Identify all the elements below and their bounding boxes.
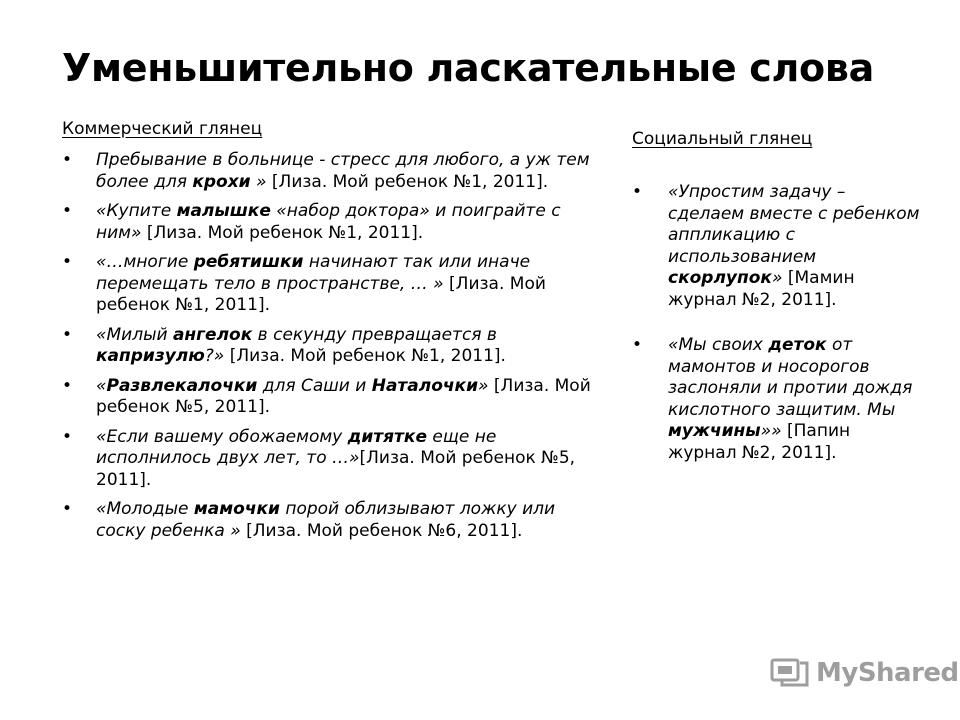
quote-text: » <box>250 171 272 192</box>
diminutive-word: малышке <box>176 201 271 221</box>
source-reference: [Папин журнал №2, 2011]. <box>668 421 851 463</box>
quote-text: для Саши и <box>257 375 372 396</box>
diminutive-word: ребятишки <box>193 252 304 272</box>
diminutive-word: капризулю <box>96 346 205 366</box>
list-item <box>62 376 602 419</box>
list-item <box>62 150 602 193</box>
slide-title: Уменьшительно ласкательные слова <box>62 46 874 90</box>
source-reference: [Лиза. Мой ребенок №1, 2011]. <box>146 222 424 243</box>
commercial-examples-list <box>62 150 602 542</box>
social-examples-list <box>632 182 922 464</box>
watermark-logo <box>770 655 959 691</box>
quote-text: «Мы своих <box>668 335 769 355</box>
diminutive-word: дитятке <box>347 426 427 447</box>
quote-text: « <box>96 375 107 396</box>
quote-text: » <box>478 375 494 396</box>
diminutive-word: Наталочки <box>371 375 478 396</box>
quote-text: «Купите <box>96 201 177 221</box>
quote-text: «набор доктора» и поиграйте с ним» <box>96 201 561 243</box>
source-reference: [Лиза. Мой ребенок №5, 2011]. <box>96 375 591 417</box>
diminutive-word: мужчины <box>668 421 761 441</box>
diminutive-word: деток <box>768 335 827 355</box>
source-reference: [Лиза. Мой ребенок №1, 2011]. <box>271 171 549 192</box>
quote-text: порой облизывают ложку или соску ребенка » <box>96 499 556 541</box>
quote-text: «Молодые <box>96 499 194 519</box>
diminutive-word: ангелок <box>172 324 253 345</box>
source-reference: [Лиза. Мой ребенок №1, 2011]. <box>229 346 506 366</box>
social-gloss-heading: Социальный глянец <box>632 129 813 149</box>
diminutive-word: Развлекалочки <box>106 375 258 396</box>
quote-text: Пребывание в больнице - стресс для любого, а уж тем более для <box>96 150 590 192</box>
quote-text: еще не исполнилось двух лет, то …» <box>96 426 497 468</box>
quote-text: от мамонтов и носорогов заслоняли и протии дождя кислотного защитим. Мы <box>668 335 913 420</box>
list-item <box>632 182 922 311</box>
quote-text: » <box>771 268 788 288</box>
list-item <box>62 325 602 368</box>
list-item <box>632 335 922 464</box>
quote-text: »» <box>760 421 787 441</box>
quote-text: в секунду превращается в <box>252 324 497 345</box>
quote-text: начинают так или иначе перемещать тело в пространстве, … » <box>96 252 531 294</box>
source-reference: [Мамин журнал №2, 2011]. <box>668 268 855 310</box>
social-gloss-column <box>632 126 922 488</box>
commercial-gloss-heading: Коммерческий глянец <box>62 119 263 139</box>
source-reference: [Лиза. Мой ребенок №6, 2011]. <box>246 520 523 541</box>
diminutive-word: крохи <box>192 171 251 192</box>
diminutive-word: скорлупок <box>668 268 772 288</box>
quote-text: «Упростим задачу – сделаем вместе с ребенком аппликацию с использованием <box>668 182 920 267</box>
quote-text: «Если вашему обожаемому <box>96 426 348 447</box>
quote-text: «Милый <box>96 324 173 345</box>
source-reference: [Лиза. Мой ребенок №5, 2011]. <box>96 448 576 490</box>
list-item <box>62 252 602 317</box>
quote-text: ?» <box>204 346 230 366</box>
commercial-gloss-column <box>62 116 602 550</box>
list-item <box>62 499 602 542</box>
watermark-text: MyShared <box>816 658 959 688</box>
quote-text: «…многие <box>96 252 194 272</box>
source-reference: [Лиза. Мой ребенок №1, 2011]. <box>96 273 546 315</box>
myshared-logo-icon <box>770 657 810 689</box>
list-item <box>62 201 602 244</box>
diminutive-word: мамочки <box>193 499 280 519</box>
list-item <box>62 427 602 492</box>
